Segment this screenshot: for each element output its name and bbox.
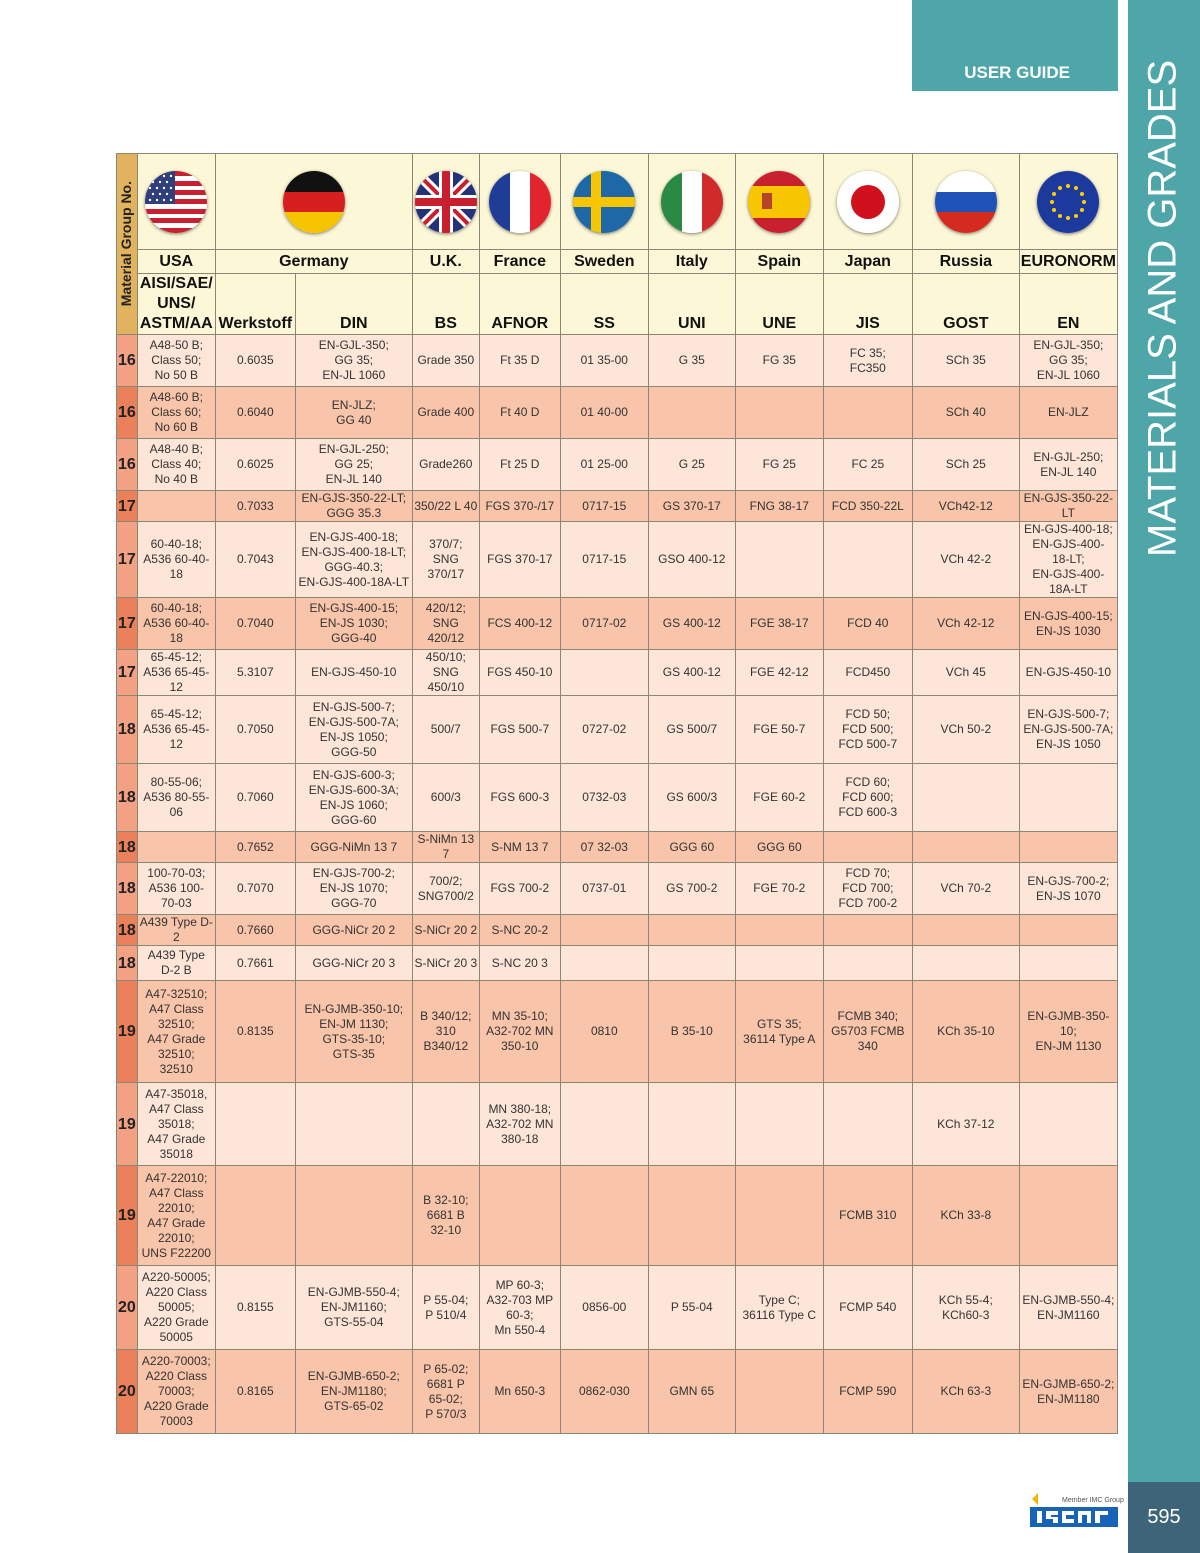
table-row [117, 1266, 1118, 1350]
table-cell: EN-GJS-450-10 [295, 650, 412, 696]
table-cell: FGE 50-7 [735, 696, 823, 764]
table-cell: A439 Type D-2 B [137, 946, 215, 981]
table-row [117, 696, 1118, 764]
std-jis: JIS [823, 274, 912, 335]
table-cell [912, 764, 1019, 832]
std-ss: SS [560, 274, 648, 335]
table-cell: EN-GJS-450-10 [1019, 650, 1117, 696]
country-germany: Germany [215, 250, 412, 274]
flag-cell-germany [215, 154, 412, 250]
table-cell: G 25 [648, 439, 735, 491]
table-cell: 60-40-18; A536 60-40-18 [137, 522, 215, 598]
table-row [117, 863, 1118, 915]
table-cell: P 55-04 [648, 1266, 735, 1350]
group-number: 17 [117, 650, 138, 696]
table-cell: 0.7070 [215, 863, 295, 915]
uk-flag-icon [415, 171, 477, 233]
table-cell: A439 Type D-2 [137, 915, 215, 946]
table-row [117, 439, 1118, 491]
table-cell [823, 522, 912, 598]
std-din: DIN [295, 274, 412, 335]
table-cell: A48-40 B; Class 40; No 40 B [137, 439, 215, 491]
table-cell: 0.7033 [215, 491, 295, 522]
table-cell [215, 1166, 295, 1266]
country-sweden: Sweden [560, 250, 648, 274]
table-cell: VCh 50-2 [912, 696, 1019, 764]
table-cell [295, 1166, 412, 1266]
country-france: France [479, 250, 560, 274]
table-cell: Ft 40 D [479, 387, 560, 439]
table-cell: FG 25 [735, 439, 823, 491]
table-row [117, 335, 1118, 387]
table-cell: GS 500/7 [648, 696, 735, 764]
table-cell [648, 946, 735, 981]
group-number: 16 [117, 439, 138, 491]
flag-cell-russia [912, 154, 1019, 250]
table-cell [912, 915, 1019, 946]
table-cell: FGS 500-7 [479, 696, 560, 764]
table-cell: FGS 370-17 [479, 522, 560, 598]
country-russia: Russia [912, 250, 1019, 274]
table-cell: 0717-15 [560, 491, 648, 522]
japan-flag-icon [837, 171, 899, 233]
table-cell: G 35 [648, 335, 735, 387]
std-uni: UNI [648, 274, 735, 335]
std-aisi: AISI/SAE/ UNS/ ASTM/AA [137, 274, 215, 335]
table-cell: VCh 42-12 [912, 598, 1019, 650]
france-flag-icon [489, 171, 551, 233]
table-cell [295, 1083, 412, 1166]
std-afnor: AFNOR [479, 274, 560, 335]
table-cell [137, 491, 215, 522]
table-cell: EN-GJS-600-3; EN-GJS-600-3A; EN-JS 1060; GGG-60 [295, 764, 412, 832]
table-cell: 0.8155 [215, 1266, 295, 1350]
table-row [117, 1166, 1118, 1266]
table-cell [823, 387, 912, 439]
table-cell: EN-GJMB-650-2; EN-JM1180 [1019, 1350, 1117, 1434]
table-cell [912, 946, 1019, 981]
std-bs: BS [412, 274, 479, 335]
table-cell: GGG-NiCr 20 2 [295, 915, 412, 946]
table-cell [735, 946, 823, 981]
table-cell: FGS 450-10 [479, 650, 560, 696]
table-cell [735, 915, 823, 946]
table-cell: Ft 25 D [479, 439, 560, 491]
table-row [117, 832, 1118, 863]
table-cell [823, 946, 912, 981]
table-cell: 0.6025 [215, 439, 295, 491]
table-cell [648, 915, 735, 946]
materials-table [116, 153, 1118, 1434]
table-cell: GS 400-12 [648, 598, 735, 650]
table-cell: 0862-030 [560, 1350, 648, 1434]
table-row [117, 387, 1118, 439]
table-cell: EN-JLZ; GG 40 [295, 387, 412, 439]
table-cell: EN-GJMB-550-4; EN-JM1160 [1019, 1266, 1117, 1350]
table-cell: 80-55-06; A536 80-55-06 [137, 764, 215, 832]
country-spain: Spain [735, 250, 823, 274]
table-row [117, 981, 1118, 1083]
user-guide-tab [912, 0, 1118, 91]
table-cell: 350/22 L 40 [412, 491, 479, 522]
country-italy: Italy [648, 250, 735, 274]
table-cell: A47-32510; A47 Class 32510; A47 Grade 32510; 32510 [137, 981, 215, 1083]
group-number: 18 [117, 696, 138, 764]
table-cell [1019, 764, 1117, 832]
table-cell: S-NM 13 7 [479, 832, 560, 863]
table-cell: GGG-NiMn 13 7 [295, 832, 412, 863]
table-cell [1019, 832, 1117, 863]
table-cell: FCMB 310 [823, 1166, 912, 1266]
italy-flag-icon [661, 171, 723, 233]
group-header-label: Material Group No. [118, 181, 135, 307]
table-cell: Grade260 [412, 439, 479, 491]
group-number: 17 [117, 598, 138, 650]
sweden-flag-icon [573, 171, 635, 233]
flag-cell-sweden [560, 154, 648, 250]
group-number: 20 [117, 1266, 138, 1350]
group-number: 18 [117, 946, 138, 981]
table-cell: 370/7; SNG 370/17 [412, 522, 479, 598]
table-cell: 450/10; SNG 450/10 [412, 650, 479, 696]
table-cell: 0.6040 [215, 387, 295, 439]
table-cell: EN-GJS-400-15; EN-JS 1030 [1019, 598, 1117, 650]
table-row [117, 650, 1118, 696]
table-cell: 0856-00 [560, 1266, 648, 1350]
table-cell: EN-GJS-500-7; EN-GJS-500-7A; EN-JS 1050; GGG-50 [295, 696, 412, 764]
flag-cell-eu [1019, 154, 1117, 250]
table-cell: 5.3107 [215, 650, 295, 696]
group-number: 16 [117, 387, 138, 439]
table-cell: A48-60 B; Class 60; No 60 B [137, 387, 215, 439]
table-cell: EN-GJS-400-15; EN-JS 1030; GGG-40 [295, 598, 412, 650]
table-cell: EN-JLZ [1019, 387, 1117, 439]
group-number: 17 [117, 522, 138, 598]
table-cell [735, 1166, 823, 1266]
table-cell [735, 1350, 823, 1434]
table-cell: 0.6035 [215, 335, 295, 387]
table-cell: FGS 700-2 [479, 863, 560, 915]
table-cell: SCh 25 [912, 439, 1019, 491]
table-cell: FGE 60-2 [735, 764, 823, 832]
table-cell: S-NiCr 20 3 [412, 946, 479, 981]
table-cell: FGE 70-2 [735, 863, 823, 915]
table-cell: 0717-15 [560, 522, 648, 598]
table-cell: Ft 35 D [479, 335, 560, 387]
usa-flag-icon [145, 171, 207, 233]
table-cell: 0.7660 [215, 915, 295, 946]
table-cell: KCh 63-3 [912, 1350, 1019, 1434]
table-cell: B 32-10; 6681 B 32-10 [412, 1166, 479, 1266]
table-cell: EN-GJS-700-2; EN-JS 1070 [1019, 863, 1117, 915]
table-cell [912, 832, 1019, 863]
table-cell: 420/12; SNG 420/12 [412, 598, 479, 650]
table-cell: FGS 370-/17 [479, 491, 560, 522]
table-cell: GS 700-2 [648, 863, 735, 915]
page-number: 595 [1128, 1482, 1200, 1553]
table-cell: FCMP 540 [823, 1266, 912, 1350]
table-cell: 100-70-03; A536 100- 70-03 [137, 863, 215, 915]
table-cell: FC 25 [823, 439, 912, 491]
eu-flag-icon [1037, 171, 1099, 233]
table-cell: 65-45-12; A536 65-45-12 [137, 696, 215, 764]
table-cell: Mn 650-3 [479, 1350, 560, 1434]
table-cell: EN-GJS-700-2; EN-JS 1070; GGG-70 [295, 863, 412, 915]
table-cell: EN-GJS-400-18; EN-GJS-400- 18-LT; EN-GJS-400- 18A-LT [1019, 522, 1117, 598]
table-cell [215, 1083, 295, 1166]
table-cell: 0.7040 [215, 598, 295, 650]
table-cell: KCh 37-12 [912, 1083, 1019, 1166]
group-number: 17 [117, 491, 138, 522]
table-cell: 0.7661 [215, 946, 295, 981]
table-cell: EN-GJS-400-18; EN-GJS-400-18-LT; GGG-40.3; EN-GJS-400-18A-LT [295, 522, 412, 598]
table-cell: 0.7652 [215, 832, 295, 863]
table-cell: KCh 35-10 [912, 981, 1019, 1083]
table-cell: GMN 65 [648, 1350, 735, 1434]
table-cell: FCMB 340; G5703 FCMB 340 [823, 981, 912, 1083]
table-cell: 01 25-00 [560, 439, 648, 491]
table-cell: GS 400-12 [648, 650, 735, 696]
table-cell: KCh 55-4; KCh60-3 [912, 1266, 1019, 1350]
table-cell: S-NC 20 3 [479, 946, 560, 981]
table-cell: GS 600/3 [648, 764, 735, 832]
group-number: 19 [117, 981, 138, 1083]
table-cell [648, 1166, 735, 1266]
table-row [117, 946, 1118, 981]
table-cell: 0.7043 [215, 522, 295, 598]
table-cell: 600/3 [412, 764, 479, 832]
table-row [117, 1350, 1118, 1434]
table-cell: EN-GJS-500-7; EN-GJS-500-7A; EN-JS 1050 [1019, 696, 1117, 764]
table-cell: FGS 600-3 [479, 764, 560, 832]
table-cell: A47-35018, A47 Class 35018; A47 Grade 35018 [137, 1083, 215, 1166]
table-cell: 65-45-12; A536 65-45-12 [137, 650, 215, 696]
table-cell: A220-50005; A220 Class 50005; A220 Grade 50005 [137, 1266, 215, 1350]
country-usa: USA [137, 250, 215, 274]
table-cell [1019, 915, 1117, 946]
table-cell: FCD 50; FCD 500; FCD 500-7 [823, 696, 912, 764]
country-japan: Japan [823, 250, 912, 274]
table-cell: EN-GJMB-350-10; EN-JM 1130 [1019, 981, 1117, 1083]
table-cell [823, 915, 912, 946]
table-cell: S-NC 20-2 [479, 915, 560, 946]
table-cell [137, 832, 215, 863]
table-cell: 60-40-18; A536 60-40-18 [137, 598, 215, 650]
section-title: MATERIALS AND GRADES [1140, 60, 1185, 558]
table-cell: Grade 400 [412, 387, 479, 439]
table-cell [560, 915, 648, 946]
table-cell: FCS 400-12 [479, 598, 560, 650]
group-number: 18 [117, 832, 138, 863]
table-cell: B 35-10 [648, 981, 735, 1083]
table-row [117, 915, 1118, 946]
table-row [117, 764, 1118, 832]
table-cell: EN-GJS-350-22-LT; GGG 35.3 [295, 491, 412, 522]
table-cell: 07 32-03 [560, 832, 648, 863]
table-cell: MN 380-18; A32-702 MN 380-18 [479, 1083, 560, 1166]
table-cell [648, 1083, 735, 1166]
flag-cell-france [479, 154, 560, 250]
flag-cell-italy [648, 154, 735, 250]
table-cell: S-NiCr 20 2 [412, 915, 479, 946]
table-cell: VCh42-12 [912, 491, 1019, 522]
table-cell: GGG-NiCr 20 3 [295, 946, 412, 981]
table-cell: 0810 [560, 981, 648, 1083]
country-uk: U.K. [412, 250, 479, 274]
table-cell: 700/2; SNG700/2 [412, 863, 479, 915]
table-cell [735, 1083, 823, 1166]
table-cell: MP 60-3; A32-703 MP 60-3; Mn 550-4 [479, 1266, 560, 1350]
table-cell [560, 1083, 648, 1166]
table-cell: 0.7050 [215, 696, 295, 764]
spain-flag-icon [748, 171, 810, 233]
table-cell: EN-GJL-350; GG 35; EN-JL 1060 [1019, 335, 1117, 387]
table-cell [823, 1083, 912, 1166]
table-cell: S-NiMn 13 7 [412, 832, 479, 863]
table-cell: EN-GJMB-650-2; EN-JM1180; GTS-65-02 [295, 1350, 412, 1434]
table-cell: 0727-02 [560, 696, 648, 764]
table-cell: KCh 33-8 [912, 1166, 1019, 1266]
table-cell: 01 35-00 [560, 335, 648, 387]
table-cell: 500/7 [412, 696, 479, 764]
table-cell: GTS 35; 36114 Type A [735, 981, 823, 1083]
table-cell: FGE 42-12 [735, 650, 823, 696]
table-cell: P 65-02; 6681 P 65-02; P 570/3 [412, 1350, 479, 1434]
std-werkstoff: Werkstoff [215, 274, 295, 335]
table-cell: EN-GJL-250; GG 25; EN-JL 140 [295, 439, 412, 491]
table-cell: FCD 350-22L [823, 491, 912, 522]
table-cell: EN-GJL-250; EN-JL 140 [1019, 439, 1117, 491]
table-cell: FCD 60; FCD 600; FCD 600-3 [823, 764, 912, 832]
table-cell: A220-70003; A220 Class 70003; A220 Grade 70003 [137, 1350, 215, 1434]
table-row [117, 522, 1118, 598]
table-cell [479, 1166, 560, 1266]
table-cell: P 55-04; P 510/4 [412, 1266, 479, 1350]
group-number: 20 [117, 1350, 138, 1434]
table-cell: 01 40-00 [560, 387, 648, 439]
table-cell [1019, 1166, 1117, 1266]
table-cell: 0.8135 [215, 981, 295, 1083]
table-cell [560, 1166, 648, 1266]
table-cell: EN-GJMB-550-4; EN-JM1160; GTS-55-04 [295, 1266, 412, 1350]
std-gost: GOST [912, 274, 1019, 335]
table-cell: GGG 60 [735, 832, 823, 863]
table-cell [648, 387, 735, 439]
table-cell: Grade 350 [412, 335, 479, 387]
germany-flag-icon [283, 171, 345, 233]
user-guide-label: USER GUIDE [964, 63, 1070, 82]
table-cell: VCh 45 [912, 650, 1019, 696]
table-cell [560, 946, 648, 981]
table-cell [823, 832, 912, 863]
table-cell: B 340/12; 310 B340/12 [412, 981, 479, 1083]
group-number: 16 [117, 335, 138, 387]
table-cell: 0717-02 [560, 598, 648, 650]
table-cell: GSO 400-12 [648, 522, 735, 598]
table-cell: FCMP 590 [823, 1350, 912, 1434]
table-cell: A48-50 B; Class 50; No 50 B [137, 335, 215, 387]
russia-flag-icon [935, 171, 997, 233]
country-euronorm: EURONORM [1019, 250, 1117, 274]
table-cell: VCh 70-2 [912, 863, 1019, 915]
table-cell: 0.8165 [215, 1350, 295, 1434]
table-cell: FC 35; FC350 [823, 335, 912, 387]
table-cell: 0.7060 [215, 764, 295, 832]
group-number: 19 [117, 1166, 138, 1266]
table-cell: GS 370-17 [648, 491, 735, 522]
table-cell: 0732-03 [560, 764, 648, 832]
table-cell: A47-22010; A47 Class 22010; A47 Grade 22010; UNS F22200 [137, 1166, 215, 1266]
table-cell [1019, 946, 1117, 981]
table-cell: FG 35 [735, 335, 823, 387]
table-row [117, 598, 1118, 650]
group-number: 18 [117, 863, 138, 915]
table-row [117, 1083, 1118, 1166]
group-number: 18 [117, 764, 138, 832]
table-cell: FNG 38-17 [735, 491, 823, 522]
table-cell: Type C; 36116 Type C [735, 1266, 823, 1350]
table-cell: SCh 40 [912, 387, 1019, 439]
table-cell [412, 1083, 479, 1166]
table-cell: FCD 40 [823, 598, 912, 650]
table-cell: MN 35-10; A32-702 MN 350-10 [479, 981, 560, 1083]
table-cell: EN-GJL-350; GG 35; EN-JL 1060 [295, 335, 412, 387]
table-cell [735, 522, 823, 598]
std-une: UNE [735, 274, 823, 335]
table-cell [1019, 1083, 1117, 1166]
group-number: 19 [117, 1083, 138, 1166]
flag-cell-japan [823, 154, 912, 250]
table-cell: EN-GJS-350-22-LT [1019, 491, 1117, 522]
table-cell: 0737-01 [560, 863, 648, 915]
table-cell: FGE 38-17 [735, 598, 823, 650]
logo-tagline: Member IMC Group [1062, 1497, 1124, 1504]
flag-cell-spain [735, 154, 823, 250]
table-cell [735, 387, 823, 439]
table-cell: FCD450 [823, 650, 912, 696]
group-header [117, 154, 138, 335]
table-row [117, 491, 1118, 522]
table-cell: VCh 42-2 [912, 522, 1019, 598]
table-cell: GGG 60 [648, 832, 735, 863]
flag-cell-usa [137, 154, 215, 250]
group-number: 18 [117, 915, 138, 946]
table-cell [560, 650, 648, 696]
table-cell: FCD 70; FCD 700; FCD 700-2 [823, 863, 912, 915]
table-cell: EN-GJMB-350-10; EN-JM 1130; GTS-35-10; GTS-35 [295, 981, 412, 1083]
std-en: EN [1019, 274, 1117, 335]
flag-cell-uk [412, 154, 479, 250]
table-cell: SCh 35 [912, 335, 1019, 387]
